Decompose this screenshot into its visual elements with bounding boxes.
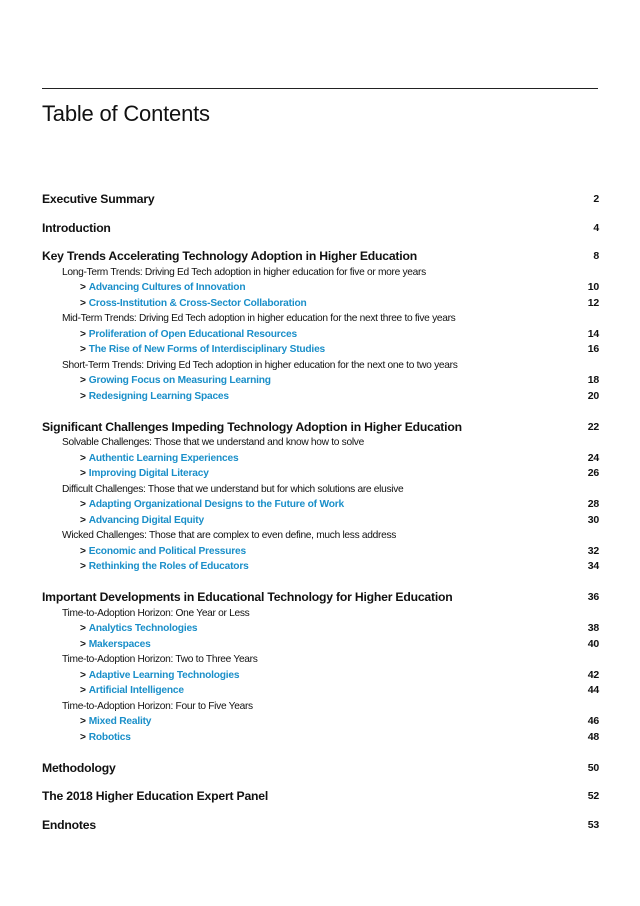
toc-page-number: 52 <box>587 790 599 802</box>
chevron-right-icon: > <box>80 669 86 681</box>
top-rule <box>42 88 598 89</box>
toc-page-number: 30 <box>587 513 599 526</box>
toc-topic-link[interactable]: Improving Digital Literacy <box>88 468 209 479</box>
toc-subsection-text: Short-Term Trends: Driving Ed Tech adoption in higher education for the next one to two years <box>62 359 458 371</box>
toc-section-title[interactable]: Executive Summary <box>42 192 155 206</box>
toc-page-number: 42 <box>587 668 599 681</box>
toc-topic-entry[interactable] <box>42 296 599 312</box>
toc-topic-link[interactable]: The Rise of New Forms of Interdisciplinary Studies <box>88 344 325 355</box>
table-of-contents <box>42 192 599 833</box>
toc-topic-entry[interactable] <box>42 342 599 358</box>
toc-topic-link[interactable]: Economic and Political Pressures <box>88 545 246 557</box>
toc-subsection-text: Time-to-Adoption Horizon: Two to Three Years <box>62 654 258 665</box>
toc-topic-link[interactable]: Adapting Organizational Designs to the Future of Work <box>88 499 344 510</box>
toc-section-entry[interactable] <box>42 249 599 265</box>
toc-page-number: 10 <box>587 281 599 293</box>
toc-topic-link[interactable]: Rethinking the Roles of Educators <box>88 561 249 572</box>
toc-section-title[interactable]: Significant Challenges Impeding Technology Adoption in Higher Education <box>42 419 462 434</box>
toc-page-number: 12 <box>587 296 599 309</box>
toc-topic-link[interactable]: Adaptive Learning Technologies <box>88 669 240 681</box>
toc-subsection-label <box>42 699 599 715</box>
chevron-right-icon: > <box>80 282 86 293</box>
toc-page-number: 48 <box>587 730 599 743</box>
toc-topic-entry[interactable] <box>42 451 599 467</box>
toc-topic-entry[interactable] <box>42 637 599 653</box>
page-title: Table of Contents <box>42 101 210 126</box>
chevron-right-icon: > <box>80 390 86 402</box>
toc-topic-link[interactable]: Analytics Technologies <box>88 623 198 634</box>
chevron-right-icon: > <box>80 716 86 727</box>
toc-topic-entry[interactable] <box>42 466 599 482</box>
toc-topic-entry[interactable] <box>42 668 599 684</box>
toc-topic-entry[interactable] <box>42 389 599 405</box>
toc-section-entry[interactable] <box>42 789 599 805</box>
toc-page-number: 46 <box>587 715 599 727</box>
toc-topic-link[interactable]: Robotics <box>88 731 131 743</box>
toc-section-entry[interactable] <box>42 818 599 834</box>
toc-page-number: 8 <box>593 250 599 262</box>
chevron-right-icon: > <box>80 514 86 526</box>
toc-topic-entry[interactable] <box>42 544 599 560</box>
toc-page-number: 16 <box>587 343 599 355</box>
toc-topic-entry[interactable] <box>42 373 599 389</box>
chevron-right-icon: > <box>80 344 86 355</box>
toc-subsection-text: Difficult Challenges: Those that we understand but for which solutions are elusive <box>62 483 404 495</box>
toc-topic-link[interactable]: Advancing Digital Equity <box>88 514 204 526</box>
chevron-right-icon: > <box>80 375 86 386</box>
toc-subsection-label <box>42 358 599 374</box>
toc-subsection-label <box>42 606 599 622</box>
toc-subsection-text: Wicked Challenges: Those that are complex to even define, much less address <box>62 530 397 541</box>
toc-section-entry[interactable] <box>42 192 599 208</box>
toc-subsection-label <box>42 528 599 544</box>
toc-page-number: 24 <box>587 451 599 464</box>
toc-topic-entry[interactable] <box>42 621 599 637</box>
toc-page-number: 20 <box>587 389 599 402</box>
toc-subsection-text: Solvable Challenges: Those that we understand and know how to solve <box>62 437 364 448</box>
toc-subsection-label <box>42 265 599 281</box>
toc-subsection-text: Long-Term Trends: Driving Ed Tech adoption in higher education for five or more years <box>62 266 426 278</box>
toc-topic-link[interactable]: Mixed Reality <box>88 716 152 727</box>
toc-subsection-text: Mid-Term Trends: Driving Ed Tech adoption in higher education for the next three to five years <box>62 313 456 324</box>
toc-page-number: 50 <box>587 761 599 774</box>
toc-section-title[interactable]: Key Trends Accelerating Technology Adoption in Higher Education <box>42 249 417 263</box>
toc-topic-link[interactable]: Authentic Learning Experiences <box>88 452 239 464</box>
toc-subsection-label <box>42 482 599 498</box>
toc-subsection-label <box>42 652 599 668</box>
toc-topic-entry[interactable] <box>42 559 599 575</box>
toc-topic-link[interactable]: Cross-Institution & Cross-Sector Collaboration <box>88 297 307 309</box>
toc-topic-entry[interactable] <box>42 683 599 699</box>
toc-topic-entry[interactable] <box>42 327 599 343</box>
chevron-right-icon: > <box>80 297 86 309</box>
chevron-right-icon: > <box>80 499 86 510</box>
toc-page-number: 28 <box>587 498 599 510</box>
toc-page-number: 40 <box>587 637 599 650</box>
chevron-right-icon: > <box>80 638 86 650</box>
toc-topic-link[interactable]: Advancing Cultures of Innovation <box>88 282 246 293</box>
toc-topic-entry[interactable] <box>42 497 599 513</box>
toc-page-number: 36 <box>587 591 599 603</box>
toc-page-number: 32 <box>587 544 599 557</box>
toc-subsection-text: Time-to-Adoption Horizon: One Year or Less <box>62 607 250 619</box>
toc-page-number: 4 <box>593 221 599 234</box>
toc-page-number: 38 <box>587 622 599 634</box>
chevron-right-icon: > <box>80 328 86 340</box>
toc-section-title[interactable]: Important Developments in Educational Technology for Higher Education <box>42 590 453 604</box>
chevron-right-icon: > <box>80 561 86 572</box>
toc-page-number: 2 <box>593 193 599 205</box>
toc-section-title[interactable]: Methodology <box>42 760 116 775</box>
toc-page-number: 14 <box>587 327 599 340</box>
chevron-right-icon: > <box>80 731 86 743</box>
toc-topic-entry[interactable] <box>42 513 599 529</box>
chevron-right-icon: > <box>80 545 86 557</box>
toc-section-entry[interactable] <box>42 761 599 777</box>
toc-topic-entry[interactable] <box>42 714 599 730</box>
toc-section-entry[interactable] <box>42 590 599 606</box>
chevron-right-icon: > <box>80 623 86 634</box>
toc-section-title[interactable]: The 2018 Higher Education Expert Panel <box>42 789 269 803</box>
toc-subsection-label <box>42 311 599 327</box>
toc-topic-link[interactable]: Redesigning Learning Spaces <box>88 390 229 402</box>
toc-page-number: 34 <box>587 560 599 572</box>
toc-section-entry[interactable] <box>42 221 599 237</box>
toc-topic-entry[interactable] <box>42 280 599 296</box>
toc-section-entry[interactable] <box>42 420 599 436</box>
toc-topic-link[interactable]: Proliferation of Open Educational Resources <box>88 328 297 340</box>
toc-subsection-label <box>42 435 599 451</box>
chevron-right-icon: > <box>80 452 86 464</box>
toc-topic-entry[interactable] <box>42 730 599 746</box>
toc-topic-link[interactable]: Growing Focus on Measuring Learning <box>88 375 271 386</box>
toc-page-number: 53 <box>587 818 599 831</box>
toc-page-number: 18 <box>587 374 599 386</box>
toc-subsection-text: Time-to-Adoption Horizon: Four to Five Years <box>62 700 253 712</box>
toc-page-number: 22 <box>587 420 599 433</box>
toc-page-number: 44 <box>587 684 599 696</box>
chevron-right-icon: > <box>80 685 86 696</box>
toc-section-title[interactable]: Endnotes <box>42 817 96 832</box>
toc-page-number: 26 <box>587 467 599 479</box>
toc-section-title[interactable]: Introduction <box>42 220 111 235</box>
chevron-right-icon: > <box>80 468 86 479</box>
toc-topic-link[interactable]: Makerspaces <box>88 638 151 650</box>
toc-topic-link[interactable]: Artificial Intelligence <box>88 685 184 696</box>
